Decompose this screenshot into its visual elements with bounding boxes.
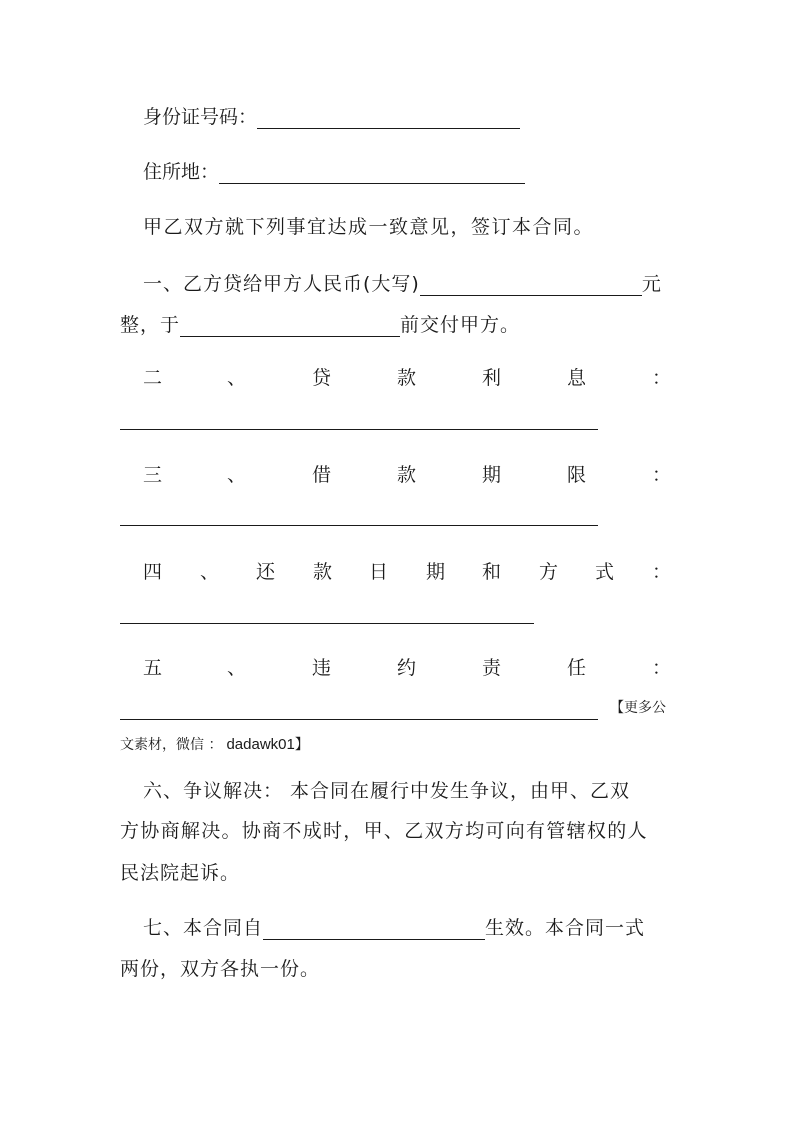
- address-label: 住所地：: [143, 161, 220, 183]
- interest-blank[interactable]: [120, 409, 598, 430]
- clause6-line3: 民法院起诉。: [120, 862, 241, 884]
- promo-line: [120, 733, 309, 757]
- clause1-line2: [120, 313, 520, 337]
- clause3-char: 期: [482, 464, 502, 486]
- promo-text-cn: 文素材，微信 ：: [120, 737, 223, 753]
- clause5-heading: [0, 656, 793, 680]
- clause6-line1: 六、争议解决： 本合同在履行中发生争议，由甲、乙双: [143, 780, 631, 802]
- clause4-char: 和: [482, 561, 502, 583]
- clause3-char: 借: [312, 464, 332, 486]
- clause4-char: 款: [313, 561, 333, 583]
- clause1-line1: [143, 272, 662, 296]
- clause4-char: 期: [426, 561, 446, 583]
- clause4-char: 方: [539, 561, 559, 583]
- clause3-heading: [0, 463, 793, 487]
- clause4-char: 、: [200, 561, 220, 583]
- breach-blank[interactable]: [120, 699, 598, 720]
- clause5-char: 违: [312, 657, 332, 679]
- loan-amount-blank[interactable]: [420, 275, 642, 296]
- clause1-prefix: 一、乙方贷给甲方人民币(大写): [143, 273, 420, 295]
- clause3-char: 款: [397, 464, 417, 486]
- promo-text-part1: 【更多公: [610, 700, 666, 716]
- clause1-suffix: 元: [641, 273, 662, 295]
- clause1-line2-suffix: 前交付甲方。: [400, 314, 521, 336]
- clause2-char: 息: [567, 367, 587, 389]
- clause2-char: 贷: [312, 367, 332, 389]
- clause6-line2: 方协商解决。协商不成时，甲、乙双方均可向有管辖权的人: [120, 820, 648, 842]
- clause3-char: 三: [143, 464, 163, 486]
- clause4-char: ：: [652, 561, 672, 583]
- clause1-line2-prefix: 整，于: [120, 314, 181, 336]
- clause7-line2: 两份，双方各执一份。: [120, 958, 321, 980]
- clause4-char: 式: [595, 561, 615, 583]
- clause5-char: 责: [482, 657, 502, 679]
- delivery-date-blank[interactable]: [180, 316, 400, 337]
- clause7-line1: [143, 916, 645, 940]
- promo-wechat-id: dadawk01: [226, 736, 295, 753]
- clause2-heading: [0, 366, 793, 390]
- clause5-char: 任: [567, 657, 587, 679]
- id-number-label: 身份证号码：: [143, 106, 258, 128]
- clause4-char: 还: [256, 561, 276, 583]
- address-blank[interactable]: [219, 163, 525, 184]
- clause4-char: 日: [369, 561, 389, 583]
- clause7-suffix: 生效。本合同一式: [485, 917, 646, 939]
- clause2-char: 、: [227, 367, 247, 389]
- clause5-char: 、: [227, 657, 247, 679]
- clause5-char: ：: [652, 657, 672, 679]
- clause3-char: 、: [227, 464, 247, 486]
- clause2-char: 款: [397, 367, 417, 389]
- repayment-blank[interactable]: [120, 603, 534, 624]
- clause3-char: 限: [567, 464, 587, 486]
- clause3-char: ：: [652, 464, 672, 486]
- clause4-blank-row: [120, 600, 534, 624]
- clause4-heading: [0, 560, 793, 584]
- clause5-char: 约: [397, 657, 417, 679]
- address-row: [143, 160, 525, 184]
- clause4-char: 四: [143, 561, 163, 583]
- effective-date-blank[interactable]: [263, 919, 485, 940]
- id-number-row: [143, 105, 520, 129]
- clause2-blank-row: [120, 406, 598, 430]
- clause2-char: ：: [652, 367, 672, 389]
- loan-term-blank[interactable]: [120, 505, 598, 526]
- clause2-char: 利: [482, 367, 502, 389]
- promo-text-end: 】: [294, 737, 309, 753]
- clause7-prefix: 七、本合同自: [143, 917, 264, 939]
- clause5-blank-row: [120, 696, 666, 720]
- clause5-char: 五: [143, 657, 163, 679]
- id-number-blank[interactable]: [257, 108, 520, 129]
- agreement-intro: 甲乙双方就下列事宜达成一致意见，签订本合同。: [143, 216, 595, 238]
- clause3-blank-row: [120, 502, 598, 526]
- clause2-char: 二: [143, 367, 163, 389]
